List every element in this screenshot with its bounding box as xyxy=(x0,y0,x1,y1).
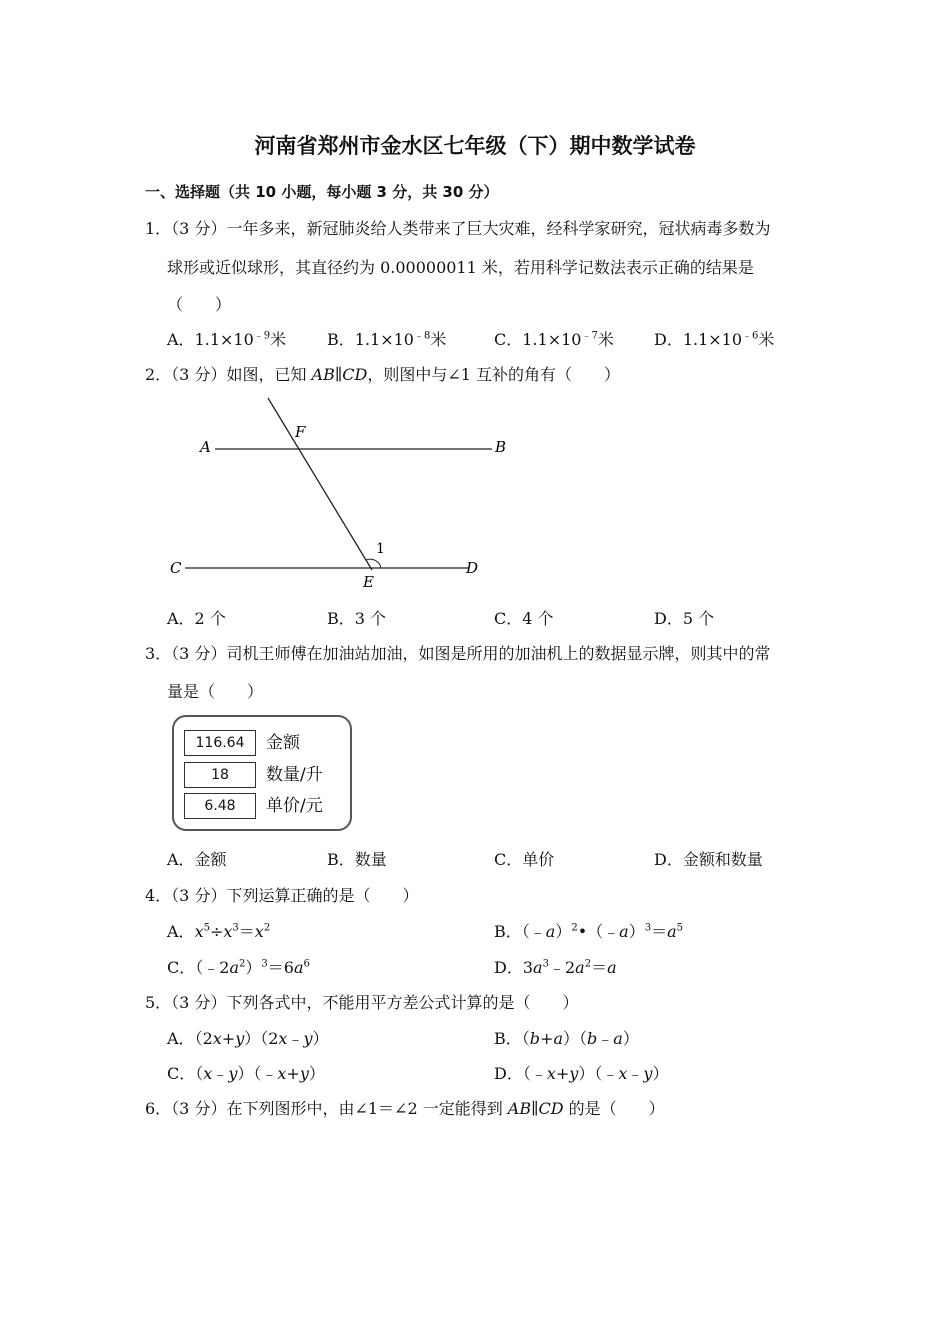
q4-b-p2: ） xyxy=(555,922,572,941)
q4-a-t2: ÷ xyxy=(209,922,224,941)
q5-a-p3: ）（2 xyxy=(244,1029,279,1048)
q5-b-p1: （ xyxy=(521,1029,530,1048)
label-f: F xyxy=(295,423,306,441)
q4-a-t3: x xyxy=(223,922,233,941)
q2-ab: AB xyxy=(311,365,335,384)
q1-option-b-text: B．1.1×10 xyxy=(327,330,414,349)
q5-d-v4: y xyxy=(643,1064,653,1083)
label-a: A xyxy=(200,438,211,456)
q5-d-v3: x xyxy=(618,1064,628,1083)
q5-b-p5: ） xyxy=(622,1029,639,1048)
q4-a-t1: x xyxy=(194,922,204,941)
q6-line1 xyxy=(145,1096,665,1119)
q5-c-p1: （ xyxy=(195,1064,204,1083)
q5-b-v3: b xyxy=(587,1029,598,1048)
q4-b-a3: a xyxy=(619,922,629,941)
q6-ab: AB xyxy=(507,1099,532,1118)
q6-parallel: ∥ xyxy=(531,1099,539,1118)
q5-a-v4: y xyxy=(303,1029,313,1048)
q4-option-c[interactable] xyxy=(167,955,310,978)
q1-option-d[interactable] xyxy=(654,327,774,350)
label-b: B xyxy=(495,438,507,456)
q1-line3: （ ） xyxy=(167,295,232,314)
q4-c-label: C． xyxy=(167,958,196,977)
q4-d-a3: a xyxy=(607,958,617,977)
q4-d-s1: 3 xyxy=(542,958,549,970)
q4-a-t5: x xyxy=(254,922,264,941)
q5-b-v4: a xyxy=(613,1029,623,1048)
q1-option-a[interactable] xyxy=(167,327,286,350)
q1-option-d-unit: 米 xyxy=(758,330,775,349)
q2-parallel: ∥ xyxy=(334,365,343,384)
q2-option-b[interactable]: B．3 个 xyxy=(327,609,387,628)
pump-amount-label: 金额 xyxy=(266,733,300,753)
q5-c-p4: + xyxy=(286,1064,300,1083)
q5-c-v3: x xyxy=(277,1064,287,1083)
transversal-line xyxy=(268,398,372,570)
q5-a-p2: + xyxy=(221,1029,236,1048)
q1-option-c-exp: ﹣7 xyxy=(581,330,598,342)
q5-option-b[interactable] xyxy=(494,1026,639,1049)
q5-c-v4: y xyxy=(299,1064,309,1083)
q5-a-v2: y xyxy=(235,1029,245,1048)
q4-a-s3: 3 xyxy=(232,922,239,934)
q6-text-a: 6．（3 分）在下列图形中，由∠1＝∠2 一定能得到 xyxy=(145,1099,508,1118)
q1-line1: 1．（3 分）一年多来，新冠肺炎给人类带来了巨大灾难，经科学家研究，冠状病毒多数为 xyxy=(145,219,771,238)
q5-d-p2: + xyxy=(555,1064,570,1083)
q5-d-p1: （﹣ xyxy=(522,1064,547,1083)
q4-b-a1: a xyxy=(545,922,556,941)
q5-d-p3: ）（﹣ xyxy=(578,1064,619,1083)
q2-option-a[interactable]: A．2 个 xyxy=(167,609,226,628)
q4-b-p3: •（﹣ xyxy=(577,922,620,941)
page-title: 河南省郑州市金水区七年级（下）期中数学试卷 xyxy=(254,134,696,158)
q5-option-c[interactable] xyxy=(167,1061,325,1084)
q4-a-s5: 2 xyxy=(263,922,271,934)
q5-d-label: D． xyxy=(494,1064,523,1083)
label-angle-1: 1 xyxy=(376,541,385,557)
pump-quantity-value: 18 xyxy=(184,762,256,788)
q4-option-a[interactable] xyxy=(167,919,270,942)
q1-option-d-text: D．1.1×10 xyxy=(654,330,743,349)
q5-b-v1: b xyxy=(529,1029,541,1048)
q4-b-s4: 3 xyxy=(644,922,652,934)
q4-b-s5: 5 xyxy=(676,922,684,934)
q6-text-b: 的是（ ） xyxy=(563,1099,665,1118)
q5-c-p5: ） xyxy=(308,1064,325,1083)
q4-d-p2: ﹣2 xyxy=(548,958,576,977)
q4-c-p1: （﹣2 xyxy=(195,958,230,977)
pump-quantity-label: 数量/升 xyxy=(266,765,323,785)
q1-option-b-unit: 米 xyxy=(430,330,447,349)
q4-a-t4: ＝ xyxy=(238,922,255,941)
q2-option-d[interactable]: D．5 个 xyxy=(654,609,715,628)
q4-d-a2: a xyxy=(575,958,585,977)
pump-price-label: 单价/元 xyxy=(266,796,323,816)
q5-b-p4: ﹣ xyxy=(597,1029,614,1048)
q5-c-v2: y xyxy=(228,1064,238,1083)
q4-a-s1: 5 xyxy=(203,922,210,934)
q4-c-p2: ） xyxy=(245,958,262,977)
q1-option-d-exp: ﹣6 xyxy=(742,330,759,342)
pump-amount-value: 116.64 xyxy=(184,730,256,756)
q5-a-p5: ） xyxy=(312,1029,329,1048)
q6-cd: CD xyxy=(538,1099,564,1118)
q4-b-p4: ） xyxy=(628,922,645,941)
q4-c-s1: 2 xyxy=(238,958,246,970)
q4-b-a5: a xyxy=(667,922,677,941)
q1-option-a-exp: ﹣9 xyxy=(253,330,271,342)
q4-c-s2: 3 xyxy=(261,958,268,970)
q5-d-p4: ﹣ xyxy=(627,1064,644,1083)
q4-option-b[interactable] xyxy=(494,919,683,942)
q5-b-p2: + xyxy=(540,1029,554,1048)
q5-line1: 5．（3 分）下列各式中，不能用平方差公式计算的是（ ） xyxy=(145,993,579,1012)
q5-d-p5: ） xyxy=(652,1064,669,1083)
q4-b-label: B． xyxy=(494,922,522,941)
q4-c-s3: 6 xyxy=(303,958,310,970)
q3-option-c[interactable]: C．单价 xyxy=(494,850,555,869)
q3-option-d[interactable]: D．金额和数量 xyxy=(654,850,763,869)
q4-a-label: A． xyxy=(167,922,195,941)
q5-b-label: B． xyxy=(494,1029,522,1048)
q5-c-v1: x xyxy=(203,1064,213,1083)
q4-c-p3: ＝6 xyxy=(267,958,294,977)
q3-line1: 3．（3 分）司机王师傅在加油站加油，如图是所用的加油机上的数据显示牌，则其中的常 xyxy=(145,644,771,663)
q4-d-a1: a xyxy=(533,958,543,977)
q5-a-p4: ﹣ xyxy=(287,1029,304,1048)
q5-a-v1: x xyxy=(212,1029,222,1048)
q5-c-p3: ）（﹣ xyxy=(237,1064,278,1083)
q4-b-s2: 2 xyxy=(571,922,578,934)
q4-b-p1: （﹣ xyxy=(521,922,546,941)
q5-c-p2: ﹣ xyxy=(212,1064,229,1083)
label-d: D xyxy=(466,559,479,577)
q5-d-v2: y xyxy=(569,1064,579,1083)
q1-line2: 球形或近似球形，其直径约为 0.00000011 米，若用科学记数法表示正确的结果是 xyxy=(167,258,754,277)
label-e: E xyxy=(363,573,374,591)
q4-c-a1: a xyxy=(229,958,239,977)
q2-text-b: ，则图中与∠1 互补的角有（ ） xyxy=(367,365,621,384)
q5-b-v2: a xyxy=(553,1029,563,1048)
q1-option-c-unit: 米 xyxy=(597,330,614,349)
section-heading: 一、选择题（共 10 小题，每小题 3 分，共 30 分） xyxy=(145,183,499,201)
q5-option-d[interactable] xyxy=(494,1061,668,1084)
q3-option-b[interactable]: B．数量 xyxy=(327,850,387,869)
q3-option-a[interactable]: A．金额 xyxy=(167,850,227,869)
q3-line2: 量是（ ） xyxy=(167,682,264,701)
q4-d-s2: 2 xyxy=(584,958,592,970)
q1-option-a-text: A．1.1×10 xyxy=(167,330,254,349)
q5-b-p3: ）（ xyxy=(562,1029,587,1048)
q2-text-a: 2．（3 分）如图，已知 xyxy=(145,365,312,384)
q4-b-p5: ＝ xyxy=(651,922,668,941)
q4-d-label: D． xyxy=(494,958,523,977)
q1-option-a-unit: 米 xyxy=(270,330,287,349)
q5-option-a[interactable] xyxy=(167,1026,329,1049)
q4-d-p1: 3 xyxy=(522,958,534,977)
q5-c-label: C． xyxy=(167,1064,196,1083)
q1-option-b[interactable] xyxy=(327,327,446,350)
q4-line1: 4．（3 分）下列运算正确的是（ ） xyxy=(145,886,419,905)
q1-option-c[interactable] xyxy=(494,327,614,350)
q4-option-d[interactable] xyxy=(494,955,617,978)
q2-cd: CD xyxy=(342,365,368,384)
q5-a-v3: x xyxy=(278,1029,288,1048)
q4-d-p3: ＝ xyxy=(591,958,608,977)
q2-figure xyxy=(160,395,520,595)
q2-option-c[interactable]: C．4 个 xyxy=(494,609,554,628)
q5-a-label: A． xyxy=(167,1029,195,1048)
q4-c-a3: a xyxy=(293,958,304,977)
q1-option-c-text: C．1.1×10 xyxy=(494,330,582,349)
q5-d-v1: x xyxy=(546,1064,556,1083)
pump-price-value: 6.48 xyxy=(184,793,256,819)
q5-a-p1: （2 xyxy=(194,1029,213,1048)
label-c: C xyxy=(170,559,182,577)
q2-line1 xyxy=(145,362,620,385)
q1-option-b-exp: ﹣8 xyxy=(413,330,431,342)
